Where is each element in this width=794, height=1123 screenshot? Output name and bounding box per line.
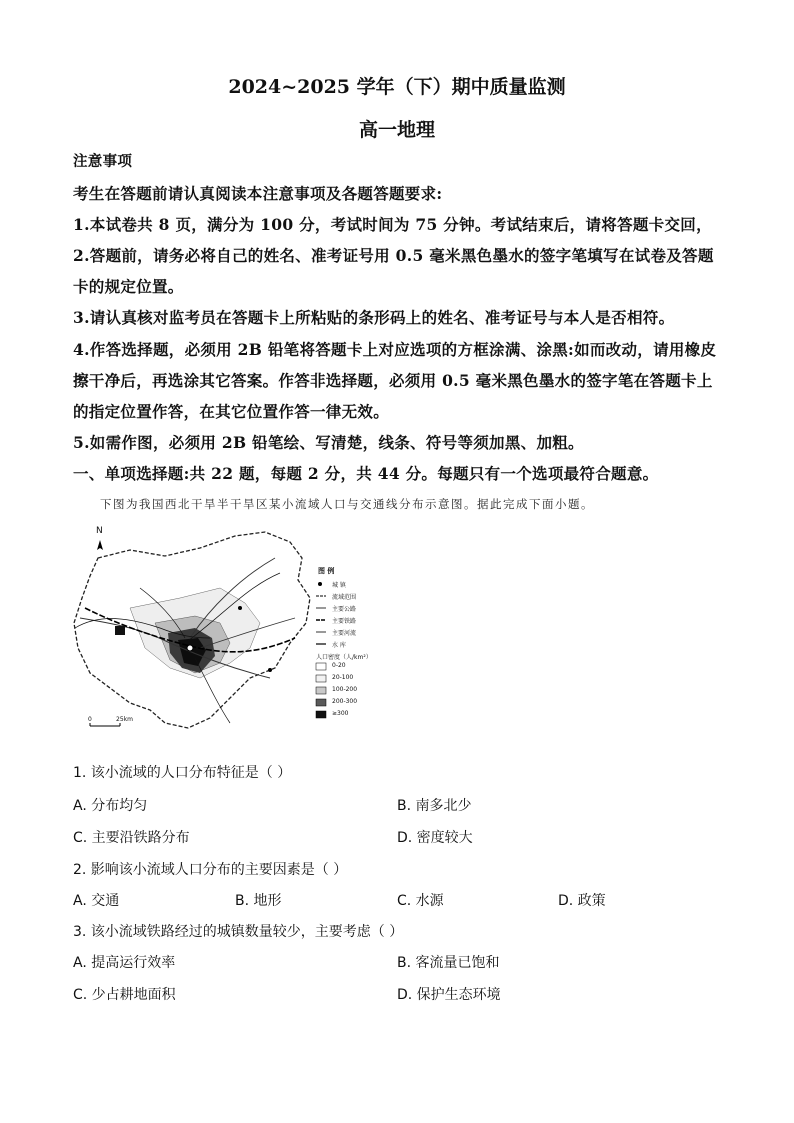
answer-option[interactable]: A. 交通 [73, 893, 120, 909]
notice-line: 2.答题前，请务必将自己的姓名、准考证号用 0.5 毫米黑色墨水的签字笔填写在试卷及答题 [73, 246, 714, 265]
exam-title: 2024~2025 学年（下）期中质量监测 [228, 76, 566, 98]
section-heading: 一、单项选择题:共 22 题，每题 2 分，共 44 分。每题只有一个选项最符合题意。 [73, 464, 659, 483]
question-stem: 2. 影响该小流域人口分布的主要因素是（ ） [73, 862, 348, 878]
answer-option[interactable]: D. 密度较大 [397, 830, 473, 846]
legend-item: 主要铁路 [332, 618, 357, 625]
answer-option[interactable]: D. 保护生态环境 [397, 987, 501, 1003]
answer-option[interactable]: C. 水源 [397, 893, 444, 909]
legend-title: 图 例 [318, 567, 335, 575]
legend-item: 主要河流 [332, 630, 357, 637]
notice-line: 5.如需作图，必须用 2B 铅笔绘、写清楚，线条、符号等须加黑、加粗。 [73, 433, 584, 452]
legend-item: 城 镇 [332, 582, 346, 589]
notice-line: 1.本试卷共 8 页，满分为 100 分，考试时间为 75 分钟。考试结束后，请将答题卡交回， [73, 215, 712, 234]
answer-option[interactable]: C. 主要沿铁路分布 [73, 830, 190, 846]
density-swatch [316, 687, 326, 694]
figure-caption: 下图为我国西北干旱半干旱区某小流域人口与交通线分布示意图。据此完成下面小题。 [100, 497, 594, 511]
answer-option[interactable]: C. 少占耕地面积 [73, 987, 176, 1003]
density-swatch [316, 711, 326, 718]
scale-label: 25km [116, 716, 133, 723]
legend-item: 流域范围 [332, 594, 357, 601]
density-labels [332, 662, 390, 732]
density-bin: 100-200 [332, 686, 358, 693]
notice-line: 卡的规定位置。 [73, 277, 184, 296]
density-swatch [316, 663, 326, 670]
legend-item: 主要公路 [332, 606, 357, 613]
density-title: 人口密度（人/km²） [316, 654, 372, 661]
town-marker [238, 606, 242, 610]
north-arrow-icon [97, 540, 103, 550]
question-stem: 1. 该小流域的人口分布特征是（ ） [73, 765, 292, 781]
density-bin: 0-20 [332, 662, 346, 669]
population-transport-map [70, 528, 390, 738]
answer-option[interactable]: B. 地形 [235, 893, 282, 909]
question-stem: 3. 该小流域铁路经过的城镇数量较少，主要考虑（ ） [73, 924, 404, 940]
density-bin: 200-300 [332, 698, 358, 705]
scale-zero: 0 [88, 716, 92, 723]
north-label: N [96, 526, 103, 536]
notice-heading: 注意事项 [73, 153, 133, 170]
town-marker [115, 626, 125, 635]
density-bin: ≥300 [332, 710, 349, 717]
exam-subject: 高一地理 [358, 119, 435, 141]
answer-option[interactable]: A. 提高运行效率 [73, 955, 176, 971]
density-swatch [316, 699, 326, 706]
notice-line: 的指定位置作答，在其它位置作答一律无效。 [73, 402, 390, 421]
notice-line: 擦干净后，再选涂其它答案。作答非选择题，必须用 0.5 毫米黑色墨水的签字笔在答题卡上 [73, 371, 713, 390]
town-marker [268, 668, 272, 672]
answer-option[interactable]: D. 政策 [558, 893, 606, 909]
notice-line: 3.请认真核对监考员在答题卡上所粘贴的条形码上的姓名、准考证号与本人是否相符。 [73, 308, 675, 327]
legend-item: 水 库 [332, 642, 346, 649]
answer-option[interactable]: A. 分布均匀 [73, 798, 148, 814]
answer-option[interactable]: B. 客流量已饱和 [397, 955, 500, 971]
notice-intro: 考生在答题前请认真阅读本注意事项及各题答题要求: [73, 184, 443, 203]
density-bin: 20-100 [332, 674, 354, 681]
town-marker [187, 645, 193, 651]
density-swatch [316, 675, 326, 682]
answer-option[interactable]: B. 南多北少 [397, 798, 472, 814]
notice-line: 4.作答选择题，必须用 2B 铅笔将答题卡上对应选项的方框涂满、涂黑:如而改动，请用橡皮 [73, 340, 717, 359]
